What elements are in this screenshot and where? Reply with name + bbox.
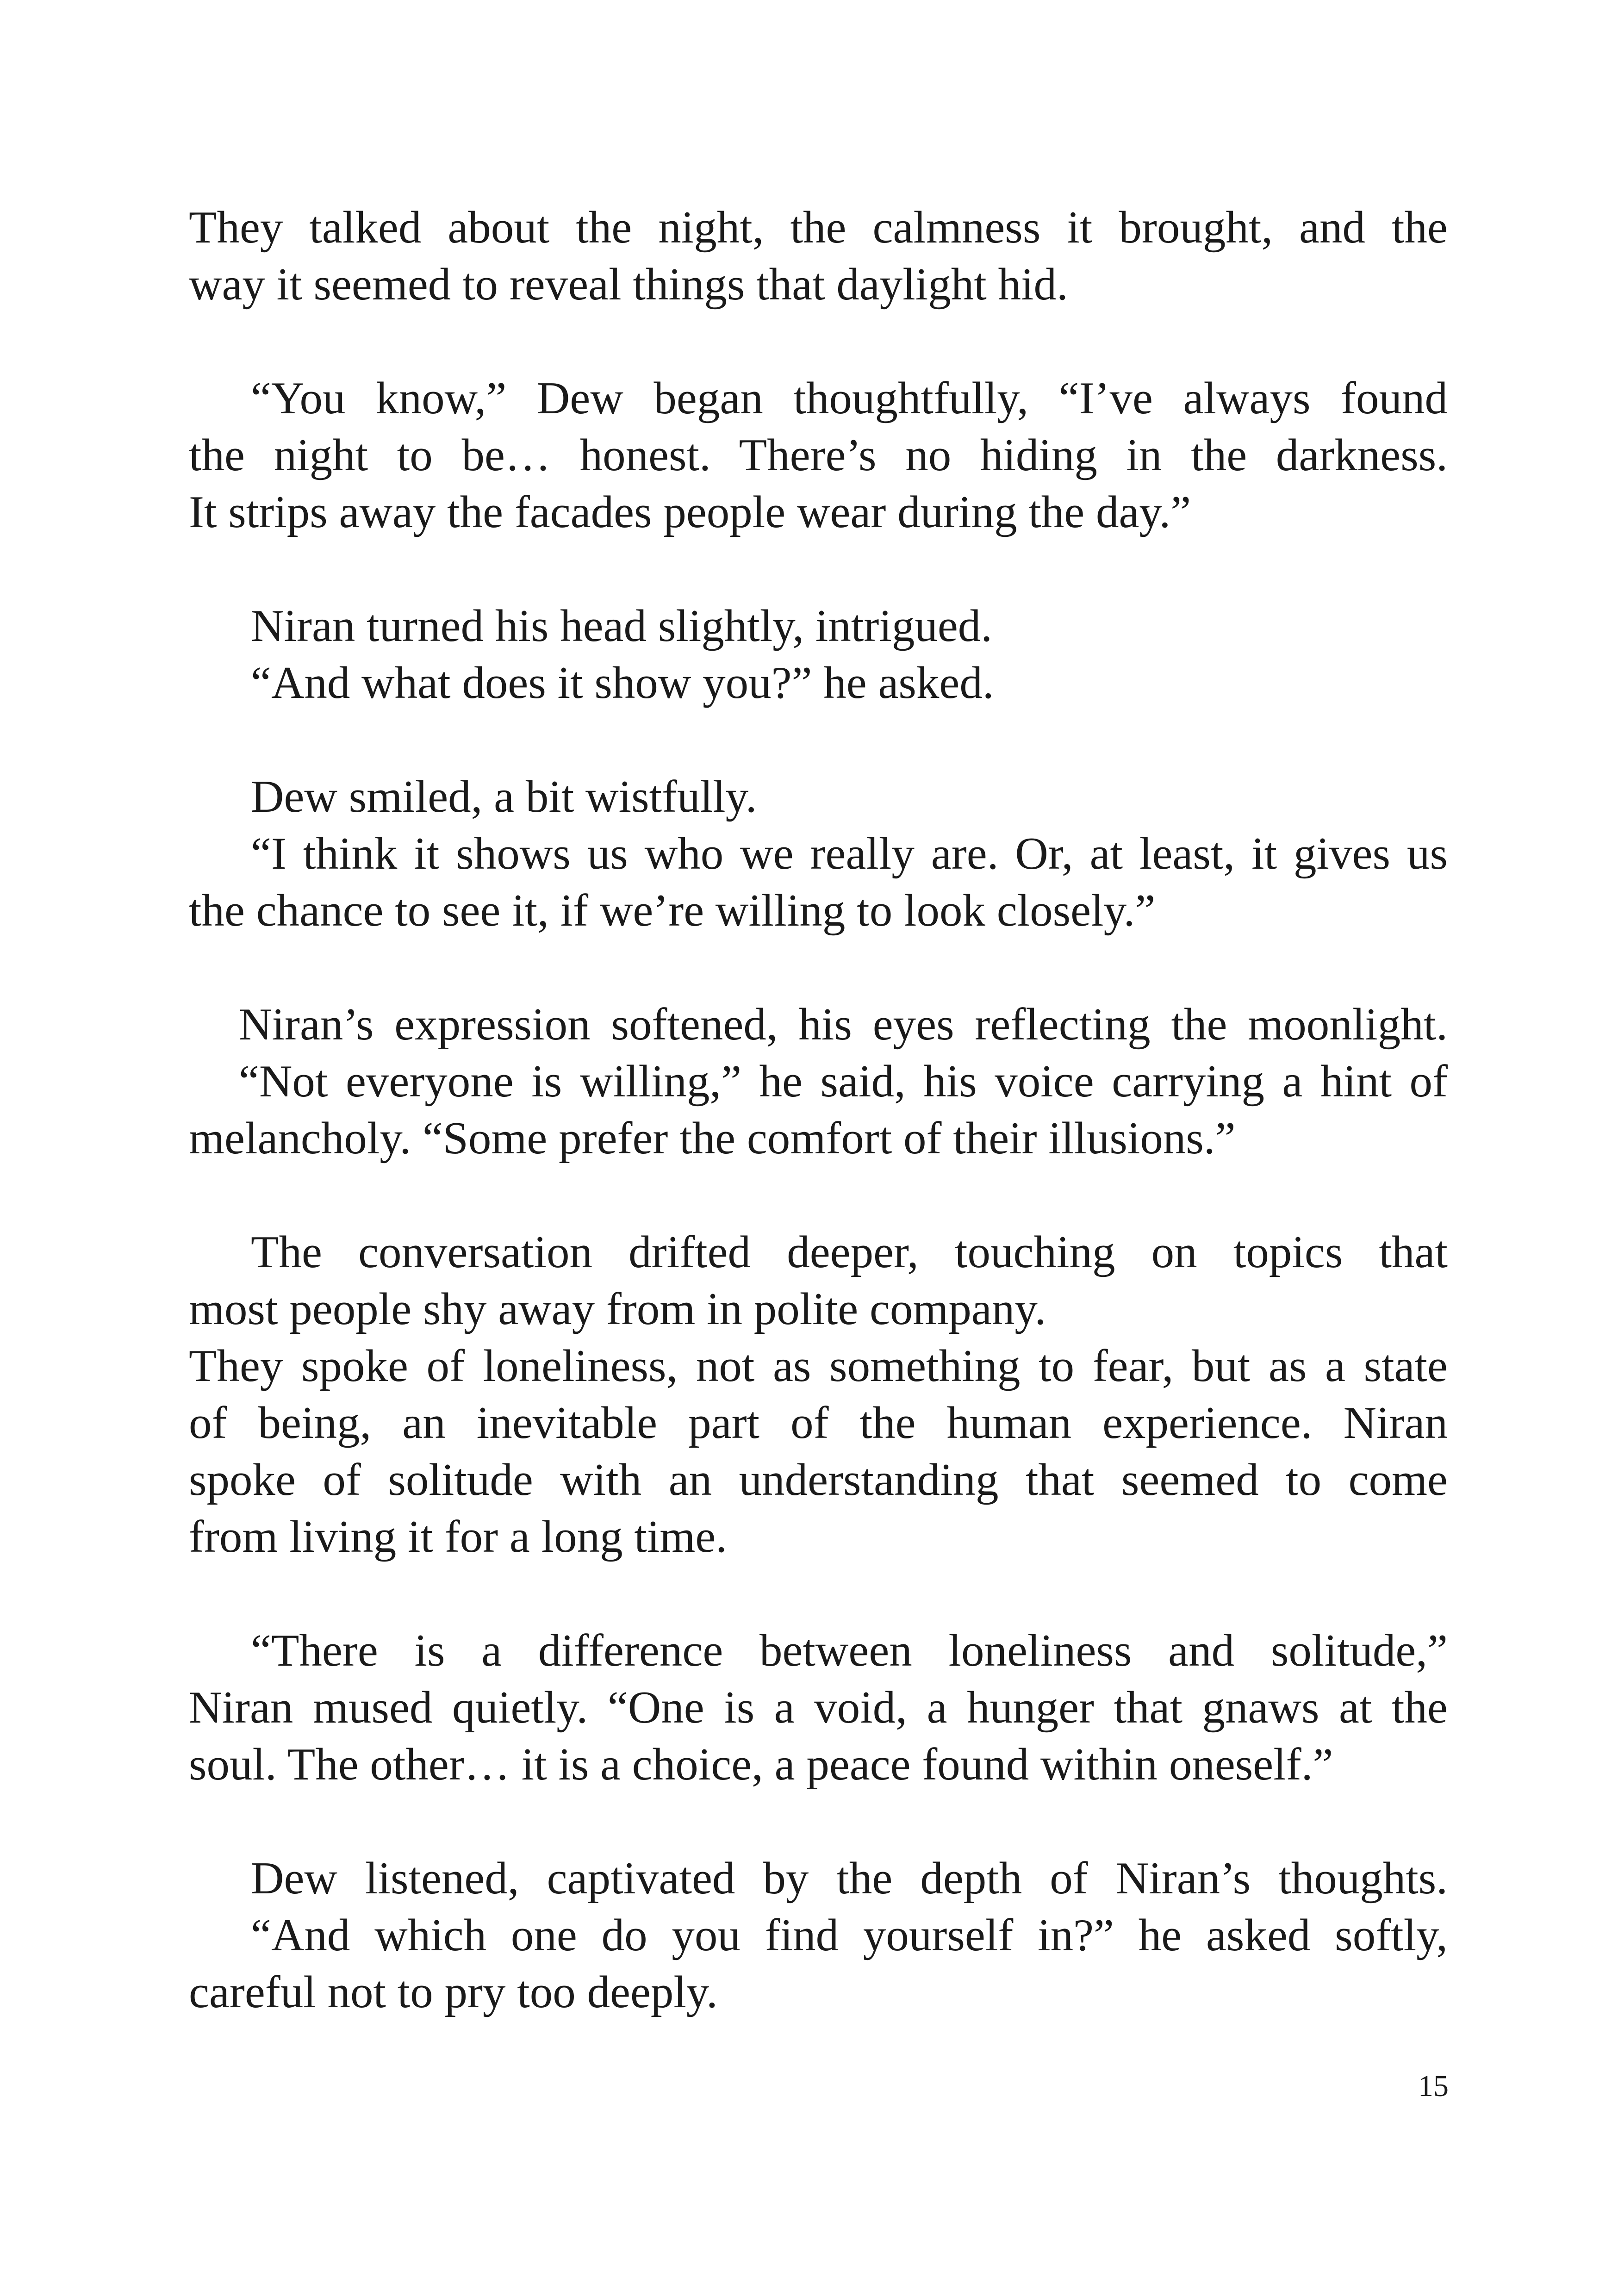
text-line: from living it for a long time. <box>189 1512 728 1562</box>
text-line: the night to be… honest. There’s no hiding in the darkness. <box>189 430 1448 480</box>
text-line: “And which one do you find yourself in?” he asked softly, <box>251 1910 1448 1960</box>
text-line: careful not to pry too deeply. <box>189 1967 718 2017</box>
text-line: Dew listened, captivated by the depth of Niran’s thoughts. <box>251 1853 1448 1904</box>
text-line: spoke of solitude with an understanding that seemed to come <box>189 1455 1448 1505</box>
text-line: the chance to see it, if we’re willing to look closely.” <box>189 885 1156 936</box>
paragraph-7 <box>189 1622 1448 1793</box>
text-line: “And what does it show you?” he asked. <box>251 658 994 708</box>
body-text <box>189 199 1448 2021</box>
text-line: Dew smiled, a bit wistfully. <box>251 772 757 822</box>
paragraph-4 <box>189 768 1448 939</box>
text-line: “I think it shows us who we really are. Or, at least, it gives us <box>251 828 1448 879</box>
text-line: It strips away the facades people wear during the day.” <box>189 487 1191 537</box>
paragraph-5 <box>189 996 1448 1167</box>
text-line: “Not everyone is willing,” he said, his voice carrying a hint of <box>239 1056 1448 1107</box>
text-line: Niran turned his head slightly, intrigued. <box>251 601 993 651</box>
text-line: They spoke of loneliness, not as something to fear, but as a state <box>189 1341 1448 1391</box>
text-line: They talked about the night, the calmness it brought, and the <box>189 202 1448 253</box>
text-line: Niran’s expression softened, his eyes reflecting the moonlight. <box>239 999 1448 1050</box>
text-line: “You know,” Dew began thoughtfully, “I’ve always found <box>251 373 1448 423</box>
paragraph-2 <box>189 370 1448 541</box>
text-line: The conversation drifted deeper, touching on topics that <box>251 1227 1448 1277</box>
text-line: way it seemed to reveal things that daylight hid. <box>189 259 1068 310</box>
paragraph-6 <box>189 1224 1448 1565</box>
page-number: 15 <box>1418 2069 1449 2103</box>
text-line: most people shy away from in polite company. <box>189 1284 1046 1334</box>
text-line: of being, an inevitable part of the human experience. Niran <box>189 1398 1448 1448</box>
paragraph-8 <box>189 1850 1448 2021</box>
text-line: soul. The other… it is a choice, a peace found within oneself.” <box>189 1739 1333 1790</box>
paragraph-1 <box>189 199 1448 313</box>
text-line: melancholy. “Some prefer the comfort of their illusions.” <box>189 1113 1236 1164</box>
text-line: Niran mused quietly. “One is a void, a hunger that gnaws at the <box>189 1682 1448 1733</box>
paragraph-3 <box>189 597 1448 711</box>
text-line: “There is a difference between loneliness and solitude,” <box>251 1625 1448 1676</box>
